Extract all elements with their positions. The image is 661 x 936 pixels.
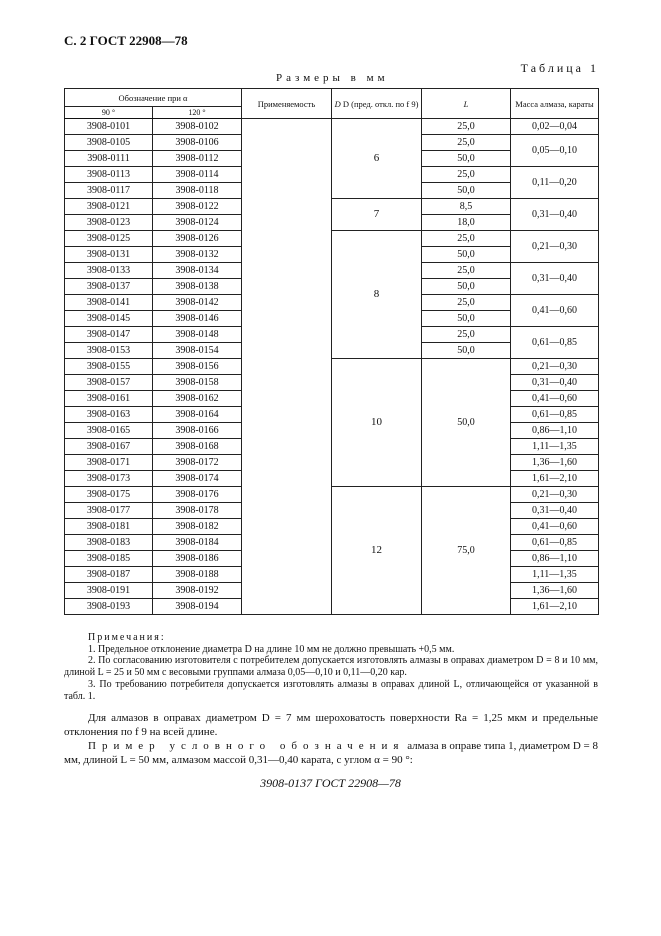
code-90: 3908-0171	[65, 455, 153, 471]
code-120: 3908-0178	[153, 503, 242, 519]
length-cell: 75,0	[422, 487, 511, 615]
length-cell: 8,5	[422, 199, 511, 215]
col-angle-120: 120 °	[153, 107, 242, 119]
mass-cell: 0,31—0,40	[511, 199, 599, 231]
code-90: 3908-0125	[65, 231, 153, 247]
code-120: 3908-0168	[153, 439, 242, 455]
code-120: 3908-0112	[153, 151, 242, 167]
code-90: 3908-0133	[65, 263, 153, 279]
mass-cell: 0,61—0,85	[511, 407, 599, 423]
code-90: 3908-0165	[65, 423, 153, 439]
code-90: 3908-0121	[65, 199, 153, 215]
mass-cell: 0,02—0,04	[511, 119, 599, 135]
diamond-table	[64, 88, 599, 615]
code-120: 3908-0184	[153, 535, 242, 551]
code-90: 3908-0147	[65, 327, 153, 343]
mass-cell: 0,41—0,60	[511, 295, 599, 327]
dimensions-caption: Размеры в мм	[276, 72, 389, 84]
code-90: 3908-0157	[65, 375, 153, 391]
code-90: 3908-0163	[65, 407, 153, 423]
diameter-cell: 10	[332, 359, 422, 487]
code-120: 3908-0166	[153, 423, 242, 439]
code-120: 3908-0146	[153, 311, 242, 327]
code-120: 3908-0174	[153, 471, 242, 487]
mass-cell: 1,36—1,60	[511, 455, 599, 471]
col-length: L	[422, 89, 511, 119]
mass-cell: 0,61—0,85	[511, 327, 599, 359]
diameter-cell: 7	[332, 199, 422, 231]
length-cell: 18,0	[422, 215, 511, 231]
code-90: 3908-0183	[65, 535, 153, 551]
col-application: Применяемость	[242, 89, 332, 119]
mass-cell: 0,41—0,60	[511, 519, 599, 535]
code-90: 3908-0177	[65, 503, 153, 519]
code-120: 3908-0186	[153, 551, 242, 567]
col-diameter: D D (пред. откл. по f 9)	[332, 89, 422, 119]
code-120: 3908-0124	[153, 215, 242, 231]
code-90: 3908-0167	[65, 439, 153, 455]
code-120: 3908-0106	[153, 135, 242, 151]
code-90: 3908-0185	[65, 551, 153, 567]
code-120: 3908-0126	[153, 231, 242, 247]
length-cell: 50,0	[422, 247, 511, 263]
code-120: 3908-0164	[153, 407, 242, 423]
designation-example: 3908-0137 ГОСТ 22908—78	[260, 776, 401, 790]
length-cell: 50,0	[422, 343, 511, 359]
code-120: 3908-0172	[153, 455, 242, 471]
code-120: 3908-0148	[153, 327, 242, 343]
length-cell: 25,0	[422, 167, 511, 183]
code-120: 3908-0132	[153, 247, 242, 263]
mass-cell: 0,21—0,30	[511, 487, 599, 503]
mass-cell: 0,21—0,30	[511, 359, 599, 375]
length-cell: 25,0	[422, 135, 511, 151]
code-90: 3908-0191	[65, 583, 153, 599]
code-120: 3908-0162	[153, 391, 242, 407]
note-2: 2. По согласованию изготовителя с потребителем допускается изготовлять алмазы в оправах диаметром D = 8 и 10 мм, длиной L = 25 и 50 мм с весовыми группами алмаза 0,05—0,10 и 0,11—0,20 кар.	[64, 655, 598, 679]
page-header: С. 2 ГОСТ 22908—78	[64, 33, 188, 48]
note-3: 3. По требованию потребителя допускается изготовлять алмазы в оправах длиной L, отличающейся от указанной в табл. 1.	[64, 678, 598, 702]
length-cell: 25,0	[422, 295, 511, 311]
mass-cell: 0,86—1,10	[511, 551, 599, 567]
code-90: 3908-0113	[65, 167, 153, 183]
diameter-cell: 6	[332, 119, 422, 199]
code-120: 3908-0114	[153, 167, 242, 183]
table-row	[65, 359, 599, 375]
code-90: 3908-0123	[65, 215, 153, 231]
code-90: 3908-0105	[65, 135, 153, 151]
length-cell: 50,0	[422, 183, 511, 199]
col-mass: Масса алмаза, караты	[511, 89, 599, 119]
mass-cell: 0,31—0,40	[511, 263, 599, 295]
length-cell: 25,0	[422, 327, 511, 343]
code-120: 3908-0158	[153, 375, 242, 391]
code-90: 3908-0193	[65, 599, 153, 615]
code-120: 3908-0122	[153, 199, 242, 215]
application-cell	[242, 119, 332, 615]
mass-cell: 1,61—2,10	[511, 471, 599, 487]
code-120: 3908-0194	[153, 599, 242, 615]
mass-cell: 0,11—0,20	[511, 167, 599, 199]
code-120: 3908-0154	[153, 343, 242, 359]
code-90: 3908-0145	[65, 311, 153, 327]
length-cell: 25,0	[422, 231, 511, 247]
code-90: 3908-0175	[65, 487, 153, 503]
code-90: 3908-0137	[65, 279, 153, 295]
code-120: 3908-0188	[153, 567, 242, 583]
note-1: 1. Предельное отклонение диаметра D на длине 10 мм не должно превышать +0,5 мм.	[88, 643, 455, 655]
notes-title: Примечания:	[88, 632, 166, 643]
code-120: 3908-0176	[153, 487, 242, 503]
code-90: 3908-0181	[65, 519, 153, 535]
paragraph-example: Пример условного обозначения алмаза в оправе типа 1, диаметром D = 8 мм, длиной L = 50 мм, алмазом массой 0,31—0,40 карата, с углом α = 90 °:	[64, 740, 599, 766]
length-cell: 50,0	[422, 151, 511, 167]
mass-cell: 0,31—0,40	[511, 503, 599, 519]
length-cell: 50,0	[422, 359, 511, 487]
table-row	[65, 231, 599, 247]
mass-cell: 0,41—0,60	[511, 391, 599, 407]
code-90: 3908-0101	[65, 119, 153, 135]
code-90: 3908-0111	[65, 151, 153, 167]
col-designation: Обозначение при α	[65, 89, 242, 107]
notes-section	[64, 632, 598, 702]
code-120: 3908-0134	[153, 263, 242, 279]
code-120: 3908-0192	[153, 583, 242, 599]
length-cell: 50,0	[422, 279, 511, 295]
length-cell: 50,0	[422, 311, 511, 327]
code-90: 3908-0131	[65, 247, 153, 263]
mass-cell: 1,61—2,10	[511, 599, 599, 615]
code-90: 3908-0173	[65, 471, 153, 487]
code-120: 3908-0102	[153, 119, 242, 135]
col-angle-90: 90 °	[65, 107, 153, 119]
diameter-cell: 12	[332, 487, 422, 615]
length-cell: 25,0	[422, 263, 511, 279]
code-90: 3908-0187	[65, 567, 153, 583]
code-90: 3908-0117	[65, 183, 153, 199]
length-cell: 25,0	[422, 119, 511, 135]
code-90: 3908-0153	[65, 343, 153, 359]
paragraph-roughness: Для алмазов в оправах диаметром D = 7 мм шероховатость поверхности Ra = 1,25 мкм и предельные отклонения по f 9 на всей длине.	[64, 712, 598, 738]
code-120: 3908-0138	[153, 279, 242, 295]
table-label: Таблица 1	[520, 61, 599, 75]
mass-cell: 0,05—0,10	[511, 135, 599, 167]
code-90: 3908-0155	[65, 359, 153, 375]
mass-cell: 1,11—1,35	[511, 567, 599, 583]
mass-cell: 0,21—0,30	[511, 231, 599, 263]
table-row	[65, 199, 599, 215]
code-90: 3908-0141	[65, 295, 153, 311]
code-90: 3908-0161	[65, 391, 153, 407]
code-120: 3908-0156	[153, 359, 242, 375]
mass-cell: 0,61—0,85	[511, 535, 599, 551]
diameter-cell: 8	[332, 231, 422, 359]
code-120: 3908-0142	[153, 295, 242, 311]
code-120: 3908-0182	[153, 519, 242, 535]
mass-cell: 1,36—1,60	[511, 583, 599, 599]
mass-cell: 1,11—1,35	[511, 439, 599, 455]
table-row	[65, 487, 599, 503]
code-120: 3908-0118	[153, 183, 242, 199]
example-lead: Пример условного обозначения	[88, 740, 405, 752]
mass-cell: 0,31—0,40	[511, 375, 599, 391]
mass-cell: 0,86—1,10	[511, 423, 599, 439]
table-row	[65, 119, 599, 135]
